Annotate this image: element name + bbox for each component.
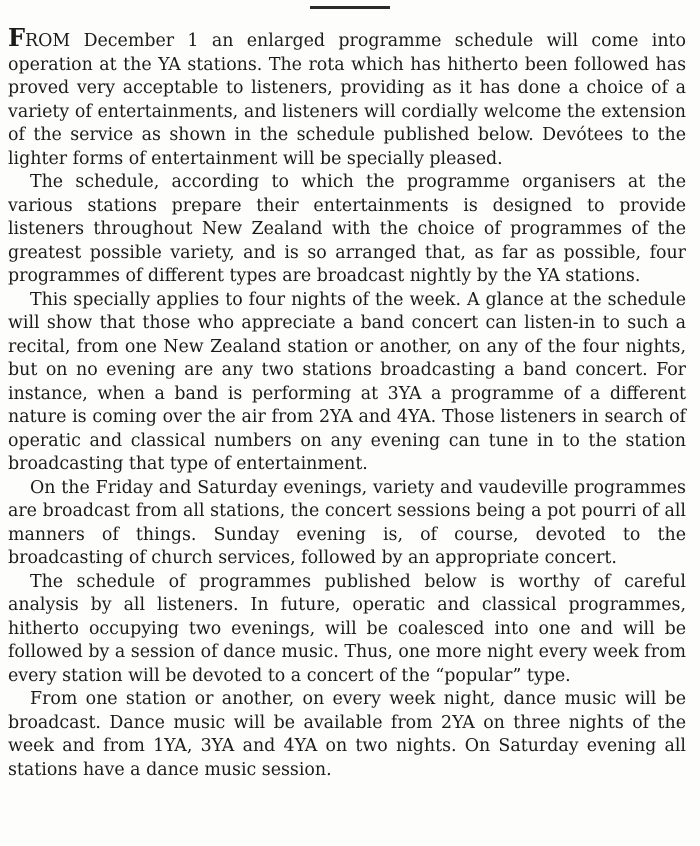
paragraph-4: On the Friday and Saturday evenings, variety and vaudeville programmes are broadcast from all stations, the concert sessions being a pot pourri of all manners of things. Sunday evening is, of course, devoted to the broadcasting of church services, followed by an appropriate concert.	[8, 477, 686, 568]
paragraph-1-text: ROM December 1 an enlarged programme schedule will come into operation at the YA stations. The rota which has hitherto been followed has proved very acceptable to listeners, providing as it has done a choice of a variety of entertainments, and listeners will cordially welcome the extension of the service as shown in the schedule published below. Devótees to the lighter forms of entertainment will be specially pleased.	[8, 31, 686, 169]
drop-cap: F	[8, 23, 26, 52]
paragraph-5: The schedule of programmes published below is worthy of careful analysis by all listeners. In future, operatic and classical programmes, hitherto occupying two evenings, will be coalesced into one and will be followed by a session of dance music. Thus, one more night every week from every station will be devoted to a concert of the “popular” type.	[8, 571, 686, 686]
paragraph-1	[8, 23, 686, 171]
paragraph-3: This specially applies to four nights of the week. A glance at the schedule will show that those who appreciate a band concert can listen-in to such a recital, from one New Zealand station or another, on any of the four nights, but on no evening are any two stations broadcasting a band concert. For instance, when a band is performing at 3YA a programme of a different nature is coming over the air from 2YA and 4YA. Those listeners in search of operatic and classical numbers on any evening can tune in to the station broadcasting that type of entertainment.	[8, 289, 686, 474]
paragraph-2: The schedule, according to which the programme organisers at the various stations prepare their entertainments is designed to provide listeners throughout New Zealand with the choice of programmes of the greatest possible variety, and is so arranged that, as far as possible, four programmes of different types are broadcast nightly by the YA stations.	[8, 172, 686, 286]
article-body	[8, 23, 686, 782]
paragraph-6: From one station or another, on every week night, dance music will be broadcast. Dance music will be available from 2YA on three nights of the week and from 1YA, 3YA and 4YA on two nights. On Saturday evening all stations have a dance music session.	[8, 689, 686, 780]
header-rule	[310, 6, 390, 9]
